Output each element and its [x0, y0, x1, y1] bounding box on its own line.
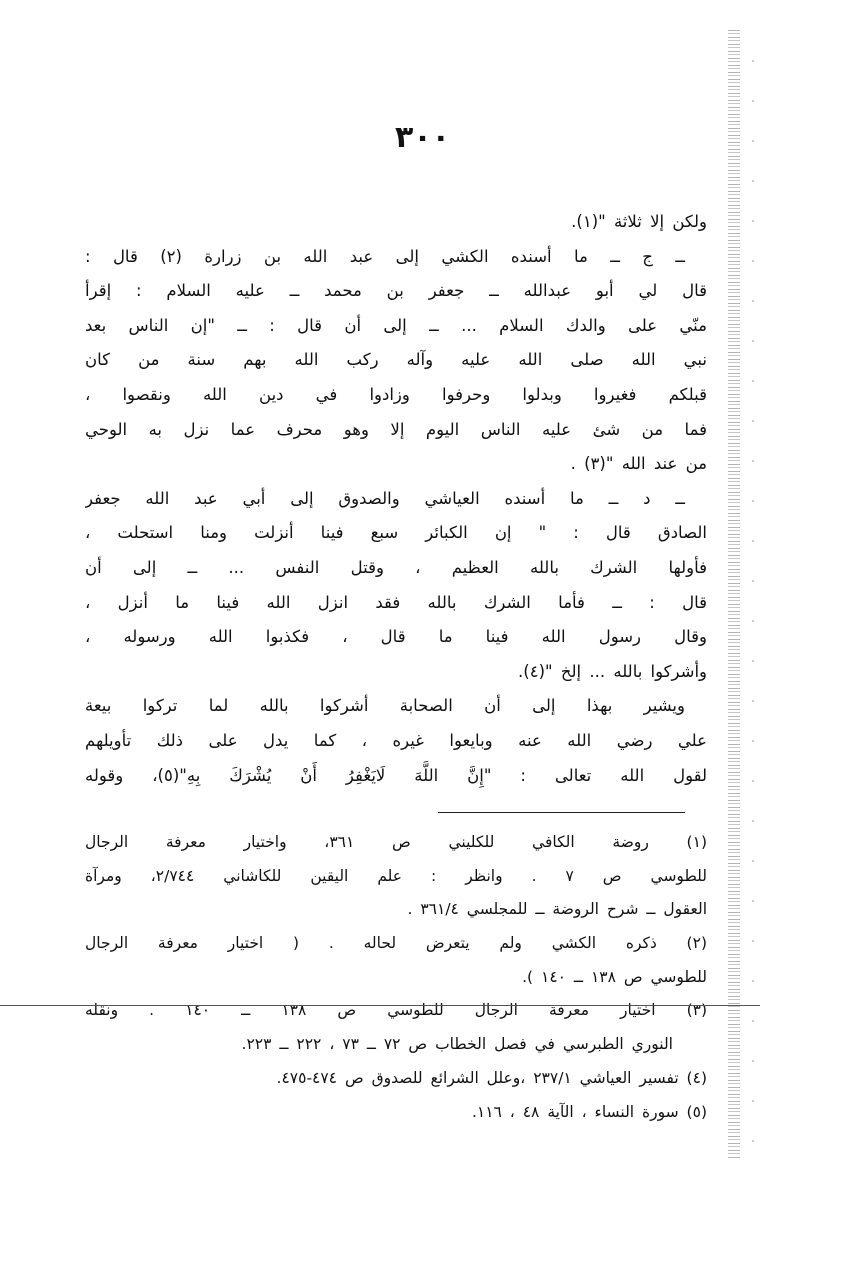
- footnotes: [85, 826, 707, 1129]
- footnote-line: النوري الطبرسي في فصل الخطاب ص ٧٢ ــ ٧٣ ، ٢٢٢ ــ ٢٢٣.: [241, 1035, 673, 1054]
- text-line: منّي على والدك السلام ... ــ إلى أن قال : ــ "إن الناس بعد: [85, 315, 707, 335]
- text-line: ــ د ــ ما أسنده العياشي والصدوق إلى أبي عبد الله جعفر: [85, 488, 685, 508]
- text-line: ولكن إلا ثلاثة "(١).: [571, 212, 707, 231]
- text-line: قال : ــ فأما الشرك بالله فقد انزل الله فينا ما أنزل ،: [85, 592, 707, 612]
- text-line: وقال رسول الله فينا ما قال ، فكذبوا الله ورسوله ،: [85, 627, 707, 647]
- text-line: علي رضي الله عنه وبايعوا غيره ، كما يدل على ذلك تأويلهم: [85, 730, 707, 750]
- scan-edge-marks: [752, 60, 754, 1160]
- footnote-line: العقول ــ شرح الروضة ــ للمجلسي ٣٦١/٤ .: [407, 900, 707, 919]
- scan-line-artifact: [0, 1005, 760, 1006]
- text-line: وأشركوا بالله ... إلخ "(٤).: [518, 661, 707, 681]
- text-line: قبلكم فغيروا وبدلوا وحرفوا وزادوا في دين الله ونقصوا ،: [85, 384, 707, 404]
- text-line: نبي الله صلى الله عليه وآله ركب الله بهم سنة من كان: [85, 350, 707, 370]
- footnote-line: (٢) ذكره الكشي ولم يتعرض لحاله . ( اختيار معرفة الرجال: [85, 934, 707, 953]
- footnote-line: (٥) سورة النساء ، الآية ٤٨ ، ١١٦.: [471, 1102, 707, 1121]
- text-line: لقول الله تعالى : "إِنَّ اللَّهَ لَايَغْفِرُ أَنْ يُشْرَكَ بِهِ"(٥)، وقوله: [85, 765, 707, 785]
- text-line: من عند الله "(٣) .: [570, 454, 707, 474]
- scan-edge-artifact: [728, 30, 740, 1160]
- footnote-line: للطوسي ص ١٣٨ ــ ١٤٠ ).: [522, 967, 707, 986]
- footnote-line: (٣) اختيار معرفة الرجال للطوسي ص ١٣٨ ــ ١٤٠ . ونقله: [85, 1001, 707, 1020]
- text-line: الصادق قال : " إن الكبائر سبع فينا أنزلت ومنا استحلت ،: [85, 523, 707, 543]
- footnote-separator: [438, 812, 685, 813]
- text-line: فأولها الشرك بالله العظيم ، وقتل النفس ... ــ إلى أن: [85, 557, 707, 577]
- text-line: فما من شئ عليه الناس اليوم إلا وهو محرف عما نزل به الوحي: [85, 419, 707, 439]
- footnote-line: للطوسي ص ٧ . وانظر : علم اليقين للكاشاني ٢/٧٤٤، ومرآة: [85, 866, 707, 885]
- text-line: ــ ج ــ ما أسنده الكشي إلى عبد الله بن زرارة (٢) قال :: [85, 246, 685, 266]
- text-line: ويشير بهذا إلى أن الصحابة أشركوا بالله لما تركوا بيعة: [85, 696, 685, 716]
- footnote-line: (٤) تفسير العياشي ٢٣٧/١ ،وعلل الشرائع للصدوق ص ٤٧٤-٤٧٥.: [276, 1068, 707, 1087]
- page-number: ٣٠٠: [395, 120, 450, 155]
- text-line: قال لي أبو عبدالله ــ جعفر بن محمد ــ عليه السلام : إقرأ: [85, 281, 707, 301]
- footnote-line: (١) روضة الكافي للكليني ص ٣٦١، واختيار معرفة الرجال: [85, 833, 707, 851]
- main-text: [85, 205, 707, 793]
